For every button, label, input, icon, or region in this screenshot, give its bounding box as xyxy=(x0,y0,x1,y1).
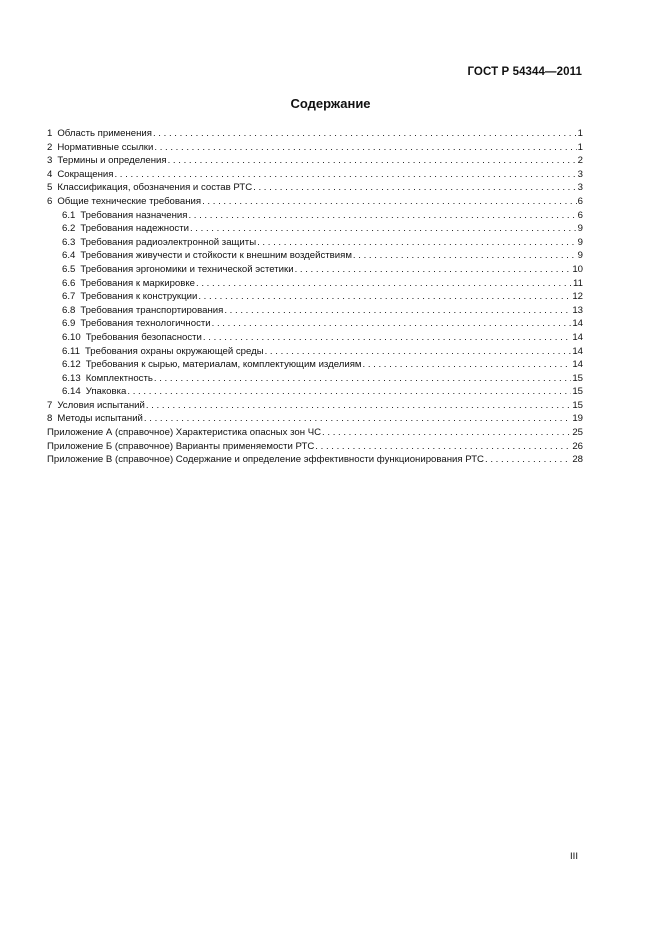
toc-entry-title: Требования живучести и стойкости к внешним воздействиям xyxy=(80,250,352,262)
toc-entry-title: Нормативные ссылки xyxy=(57,141,154,153)
toc-entry[interactable] xyxy=(47,358,583,372)
toc-entry-number: 6.3 xyxy=(62,236,76,248)
toc-entry[interactable] xyxy=(47,412,583,426)
toc-entry[interactable] xyxy=(47,399,583,413)
toc-entry[interactable] xyxy=(47,277,583,291)
toc-entry-page: 26 xyxy=(572,440,583,452)
toc-entry-text xyxy=(62,222,189,236)
toc-entry-title: (справочное) Содержание и определение эффективности функционирования РТС xyxy=(112,454,484,466)
page-number: III xyxy=(570,851,578,862)
toc-dot-leader xyxy=(322,426,571,440)
toc-entry-title: Упаковка xyxy=(85,386,127,398)
toc-entry-number: Приложение В xyxy=(47,454,113,466)
toc-dot-leader xyxy=(257,236,577,250)
toc-entry-page: 15 xyxy=(572,386,583,398)
toc-entry-title: Требования технологичности xyxy=(80,318,211,330)
toc-entry-page: 10 xyxy=(572,263,583,275)
toc-entry[interactable] xyxy=(47,141,583,155)
toc-entry-text xyxy=(62,209,187,223)
toc-entry-text xyxy=(47,127,152,141)
toc-entry-text xyxy=(62,277,195,291)
toc-entry-number: 6.11 xyxy=(62,345,80,357)
toc-entry-number: 7 xyxy=(47,399,53,411)
toc-entry[interactable] xyxy=(47,168,583,182)
toc-appendix-entry[interactable] xyxy=(47,440,583,454)
toc-dot-leader xyxy=(315,440,571,454)
table-of-contents xyxy=(47,127,583,467)
toc-entry[interactable] xyxy=(47,372,583,386)
toc-entry-title: Требования к сырью, материалам, комплектующим изделиям xyxy=(85,359,362,371)
toc-entry-text xyxy=(47,141,153,155)
toc-entry-page: 25 xyxy=(572,427,583,439)
toc-entry-title: Область применения xyxy=(57,128,152,139)
toc-entry-text xyxy=(62,317,211,331)
toc-entry-page: 15 xyxy=(572,372,583,384)
toc-entry[interactable] xyxy=(47,222,583,236)
toc-entry-page: 12 xyxy=(572,291,583,303)
toc-entry-text xyxy=(62,249,352,263)
toc-entry-page: 1 xyxy=(577,128,583,139)
toc-entry-title: Требования назначения xyxy=(80,209,188,221)
toc-entry-text xyxy=(47,412,143,426)
toc-dot-leader xyxy=(212,317,572,331)
toc-entry-text xyxy=(62,263,294,277)
toc-entry[interactable] xyxy=(47,304,583,318)
toc-entry-number: 3 xyxy=(47,155,53,167)
toc-entry-number: 6.2 xyxy=(62,223,76,235)
toc-entry-title: Требования транспортирования xyxy=(80,304,224,316)
toc-appendix-entry[interactable] xyxy=(47,453,583,467)
toc-entry-title: Классификация, обозначения и состав РТС xyxy=(57,182,253,194)
toc-dot-leader xyxy=(188,209,576,223)
toc-dot-leader xyxy=(127,385,571,399)
toc-entry-text xyxy=(62,358,361,372)
toc-entry-text xyxy=(62,385,126,399)
toc-entry-number: 6 xyxy=(47,195,53,207)
toc-dot-leader xyxy=(144,412,571,426)
toc-dot-leader xyxy=(253,181,577,195)
toc-entry-text xyxy=(47,440,314,454)
toc-entry-page: 19 xyxy=(572,413,583,425)
toc-entry-title: Требования безопасности xyxy=(85,331,202,343)
toc-entry[interactable] xyxy=(47,385,583,399)
toc-entry-number: 6.12 xyxy=(62,359,81,371)
toc-dot-leader xyxy=(168,154,577,168)
toc-entry-title: Требования эргономики и технической эстетики xyxy=(80,263,294,275)
toc-entry-title: (справочное) Характеристика опасных зон ЧС xyxy=(112,427,322,439)
toc-entry-page: 14 xyxy=(572,345,583,357)
toc-entry-title: Методы испытаний xyxy=(57,413,143,425)
toc-entry-title: Условия испытаний xyxy=(57,399,145,411)
toc-entry[interactable] xyxy=(47,154,583,168)
toc-entry[interactable] xyxy=(47,181,583,195)
toc-dot-leader xyxy=(485,453,571,467)
toc-entry-title: (справочное) Варианты применяемости РТС xyxy=(112,440,315,452)
toc-entry-title: Требования охраны окружающей среды xyxy=(84,345,264,357)
toc-entry[interactable] xyxy=(47,290,583,304)
toc-entry-text xyxy=(47,195,201,209)
toc-entry-number: 6.13 xyxy=(62,372,81,384)
toc-entry-title: Комплектность xyxy=(85,372,153,384)
toc-entry-text xyxy=(62,304,223,318)
toc-entry-number: 6.14 xyxy=(62,386,81,398)
toc-entry-page: 9 xyxy=(577,223,583,235)
toc-entry-title: Требования к маркировке xyxy=(80,277,195,289)
toc-entry-text xyxy=(47,453,484,467)
toc-entry-text xyxy=(62,372,153,386)
toc-entry-page: 2 xyxy=(577,155,583,167)
toc-entry-text xyxy=(47,426,321,440)
toc-entry[interactable] xyxy=(47,127,583,141)
toc-entry-text xyxy=(47,181,252,195)
toc-entry-page: 14 xyxy=(572,318,583,330)
toc-entry-title: Термины и определения xyxy=(57,155,167,167)
toc-entry-page: 3 xyxy=(577,182,583,194)
toc-appendix-entry[interactable] xyxy=(47,426,583,440)
toc-entry-number: 2 xyxy=(47,141,53,153)
toc-entry-page: 28 xyxy=(572,454,583,466)
toc-entry-title: Требования к конструкции xyxy=(80,291,198,303)
toc-entry[interactable] xyxy=(47,249,583,263)
toc-entry-number: 1 xyxy=(47,128,53,139)
toc-entry-number: 6.6 xyxy=(62,277,76,289)
toc-entry-number: 6.4 xyxy=(62,250,76,262)
toc-dot-leader xyxy=(153,127,577,141)
toc-dot-leader xyxy=(353,249,577,263)
toc-entry[interactable] xyxy=(47,195,583,209)
toc-title: Содержание xyxy=(290,96,371,111)
toc-entry-page: 6 xyxy=(577,195,583,207)
toc-entry-title: Общие технические требования xyxy=(57,195,202,207)
toc-dot-leader xyxy=(202,195,577,209)
document-id: ГОСТ Р 54344—2011 xyxy=(467,66,582,78)
toc-entry-number: 4 xyxy=(47,168,53,180)
toc-entry-title: Сокращения xyxy=(57,168,114,180)
toc-entry-text xyxy=(47,154,167,168)
toc-entry-page: 11 xyxy=(573,277,583,289)
toc-dot-leader xyxy=(265,345,572,359)
toc-entry-number: 6.5 xyxy=(62,263,76,275)
toc-entry-text xyxy=(47,168,113,182)
toc-dot-leader xyxy=(154,372,571,386)
toc-entry-text xyxy=(47,399,145,413)
toc-dot-leader xyxy=(203,331,571,345)
toc-dot-leader xyxy=(154,141,576,155)
toc-entry-number: 6.7 xyxy=(62,291,76,303)
toc-dot-leader xyxy=(362,358,571,372)
toc-dot-leader xyxy=(224,304,571,318)
toc-entry-title: Требования радиоэлектронной защиты xyxy=(80,236,257,248)
toc-entry-page: 14 xyxy=(572,331,583,343)
toc-entry-number: 8 xyxy=(47,413,53,425)
toc-entry-number: Приложение Б xyxy=(47,440,113,452)
toc-entry-number: 6.1 xyxy=(62,209,76,221)
toc-dot-leader xyxy=(114,168,576,182)
toc-entry-number: 6.8 xyxy=(62,304,76,316)
toc-entry-page: 1 xyxy=(577,141,583,153)
toc-entry-text xyxy=(62,236,256,250)
toc-entry[interactable] xyxy=(47,331,583,345)
toc-dot-leader xyxy=(146,399,571,413)
toc-entry-number: Приложение А xyxy=(47,427,113,439)
toc-entry-page: 6 xyxy=(577,209,583,221)
toc-dot-leader xyxy=(196,277,572,291)
toc-entry-text xyxy=(62,345,264,359)
toc-entry-page: 13 xyxy=(572,304,583,316)
toc-entry-page: 14 xyxy=(572,359,583,371)
toc-entry-page: 9 xyxy=(577,250,583,262)
toc-entry-page: 3 xyxy=(577,168,583,180)
toc-entry-page: 9 xyxy=(577,236,583,248)
toc-dot-leader xyxy=(190,222,577,236)
toc-entry[interactable] xyxy=(47,263,583,277)
toc-entry-number: 5 xyxy=(47,182,53,194)
toc-dot-leader xyxy=(295,263,572,277)
toc-entry-text xyxy=(62,290,197,304)
toc-entry-number: 6.9 xyxy=(62,318,76,330)
toc-entry[interactable] xyxy=(47,236,583,250)
toc-entry[interactable] xyxy=(47,209,583,223)
toc-entry-title: Требования надежности xyxy=(80,223,189,235)
toc-entry-number: 6.10 xyxy=(62,331,81,343)
toc-entry-text xyxy=(62,331,202,345)
toc-entry[interactable] xyxy=(47,345,583,359)
toc-entry-page: 15 xyxy=(572,399,583,411)
toc-dot-leader xyxy=(198,290,571,304)
toc-entry[interactable] xyxy=(47,317,583,331)
